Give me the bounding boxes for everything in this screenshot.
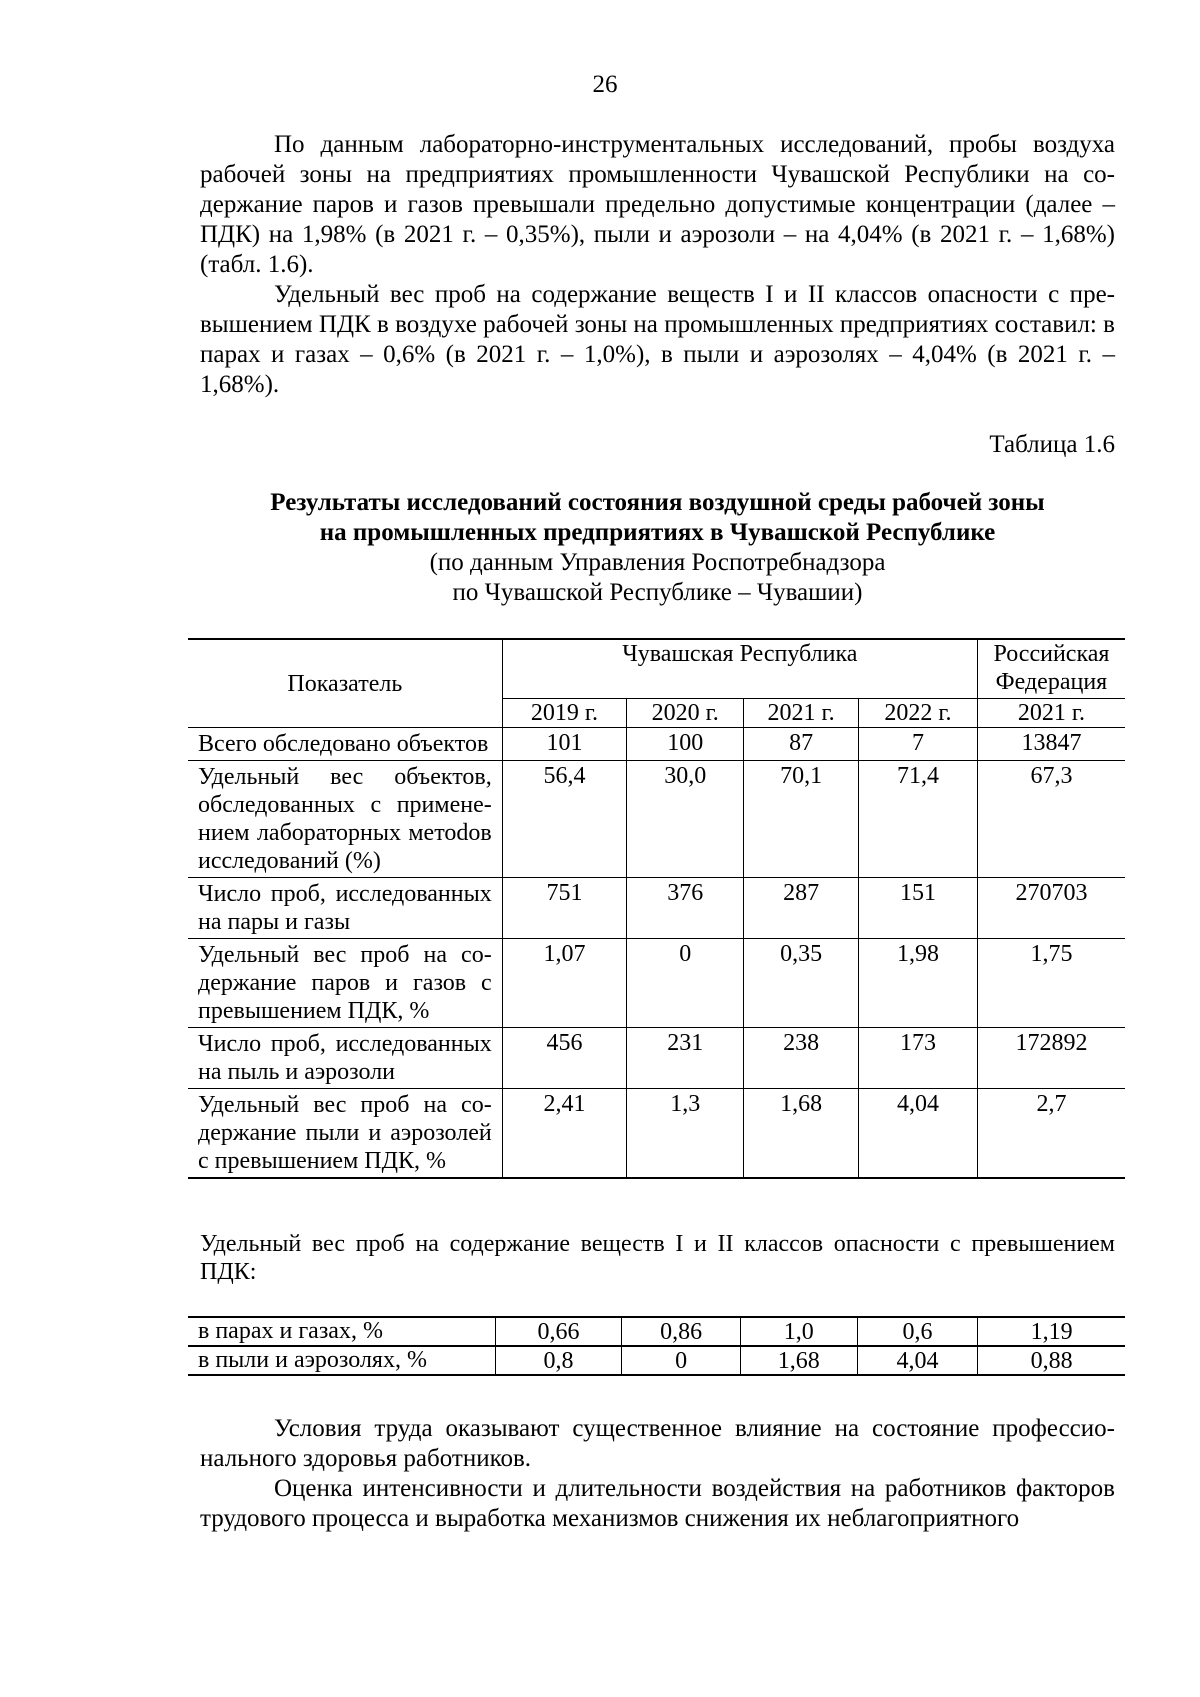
table-cell: 7: [859, 728, 978, 761]
table-cell: 0: [622, 1346, 741, 1375]
table-cell: 30,0: [627, 761, 744, 878]
row-label: в пыли и аэрозолях, %: [188, 1346, 495, 1375]
header-region: Чувашская Республика: [502, 639, 977, 699]
table-row: [188, 761, 1125, 878]
table-row: [188, 728, 1125, 761]
table-note: Удельный вес проб на содержание веществ I и II классов опасности с превышением ПДК:: [200, 1231, 1115, 1285]
table-cell: 1,19: [978, 1317, 1125, 1346]
table-cell: 13847: [977, 728, 1125, 761]
table-cell: 101: [502, 728, 627, 761]
table-cell: 151: [859, 878, 978, 939]
paragraph: Условия труда оказывают существенное влияние на состояние профессионального здоровья работников.: [200, 1415, 1115, 1472]
table-cell: 0: [627, 939, 744, 1028]
table-cell: 0,66: [495, 1317, 622, 1346]
table-row: [188, 1317, 1125, 1346]
paragraph: Оценка интенсивности и длительности воздействия на работников факторов трудового процесса и выработка механизмов снижения их неблагоприятного: [200, 1475, 1115, 1532]
header-year: 2022 г.: [859, 699, 978, 728]
closing-text: [200, 1414, 1115, 1534]
table-header-row: [188, 639, 1125, 699]
row-label: Число проб, исследованных на пыль и аэрозоли: [188, 1028, 502, 1089]
table-cell: 1,68: [740, 1346, 857, 1375]
table-cell: 0,6: [857, 1317, 978, 1346]
header-year: 2019 г.: [502, 699, 627, 728]
table-cell: 2,7: [977, 1089, 1125, 1179]
table-row: [188, 1089, 1125, 1179]
table-row: [188, 939, 1125, 1028]
table-cell: 1,07: [502, 939, 627, 1028]
row-label: Удельный вес объектов, обследованных с применением лабораторных метоdов исследований (%): [188, 761, 502, 878]
header-year: 2021 г.: [977, 699, 1125, 728]
table-cell: 71,4: [859, 761, 978, 878]
page-number: 26: [592, 71, 618, 98]
table-title-line: Результаты исследований состояния воздушной среды рабочей зоны: [270, 489, 1045, 516]
main-table: [188, 638, 1125, 1179]
table-cell: 1,0: [740, 1317, 857, 1346]
table-cell: 1,68: [744, 1089, 859, 1179]
table-cell: 287: [744, 878, 859, 939]
table-subtitle-line: по Чувашской Республике – Чувашии): [452, 579, 863, 606]
table-cell: 173: [859, 1028, 978, 1089]
table-cell: 456: [502, 1028, 627, 1089]
table-cell: 4,04: [859, 1089, 978, 1179]
intro-text: [200, 130, 1115, 400]
table-cell: 87: [744, 728, 859, 761]
header-indicator: Показатель: [188, 639, 502, 728]
table-row: [188, 878, 1125, 939]
table-cell: 238: [744, 1028, 859, 1089]
table-cell: 1,3: [627, 1089, 744, 1179]
table-cell: 0,35: [744, 939, 859, 1028]
table-title-line: на промышленных предприятиях в Чувашской Республике: [319, 519, 996, 546]
paragraph: Удельный вес проб на содержание веществ I и II классов опасности с превышением ПДК в воздухе рабочей зоны на промышленных предприятиях составил: в парах и газах – 0,6% (в 2021 г. – 1,0%), в пыли и аэрозолях – 4,04% (в 2021 г. – 1,68%).: [200, 281, 1115, 398]
table-label: Таблица 1.6: [989, 431, 1115, 458]
table-cell: 1,75: [977, 939, 1125, 1028]
paragraph: По данным лабораторно-инструментальных исследований, пробы воздуха рабочей зоны на предприятиях промышленности Чувашской Республики на содержание паров и газов превышали предельно допустимые концентрации (далее – ПДК) на 1,98% (в 2021 г. – 0,35%), пыли и аэрозоли – на 4,04% (в 2021 г. – 1,68%) (табл. 1.6).: [200, 131, 1115, 278]
header-year: 2020 г.: [627, 699, 744, 728]
table-cell: 0,88: [978, 1346, 1125, 1375]
table-cell: 376: [627, 878, 744, 939]
row-label: в парах и газах, %: [188, 1317, 495, 1346]
table-cell: 1,98: [859, 939, 978, 1028]
table-cell: 70,1: [744, 761, 859, 878]
row-label: Всего обследовано объектов: [188, 728, 502, 761]
table-cell: 270703: [977, 878, 1125, 939]
header-rf: Российская Федерация: [977, 639, 1125, 699]
table-cell: 751: [502, 878, 627, 939]
table-cell: 100: [627, 728, 744, 761]
row-label: Число проб, исследованных на пары и газы: [188, 878, 502, 939]
table-cell: 0,86: [622, 1317, 741, 1346]
table-title: [200, 488, 1115, 608]
table-row: [188, 1028, 1125, 1089]
table-cell: 231: [627, 1028, 744, 1089]
row-label: Удельный вес проб на содержание паров и газов с превышением ПДК, %: [188, 939, 502, 1028]
row-label: Удельный вес проб на содержание пыли и аэрозолей с превышением ПДК, %: [188, 1089, 502, 1179]
table-cell: 4,04: [857, 1346, 978, 1375]
table-cell: 67,3: [977, 761, 1125, 878]
hazard-class-table: [188, 1316, 1125, 1376]
table-cell: 0,8: [495, 1346, 622, 1375]
table-subtitle-line: (по данным Управления Роспотребнадзора: [429, 549, 886, 576]
table-row: [188, 1346, 1125, 1375]
table-cell: 56,4: [502, 761, 627, 878]
table-cell: 2,41: [502, 1089, 627, 1179]
header-year: 2021 г.: [744, 699, 859, 728]
table-cell: 172892: [977, 1028, 1125, 1089]
